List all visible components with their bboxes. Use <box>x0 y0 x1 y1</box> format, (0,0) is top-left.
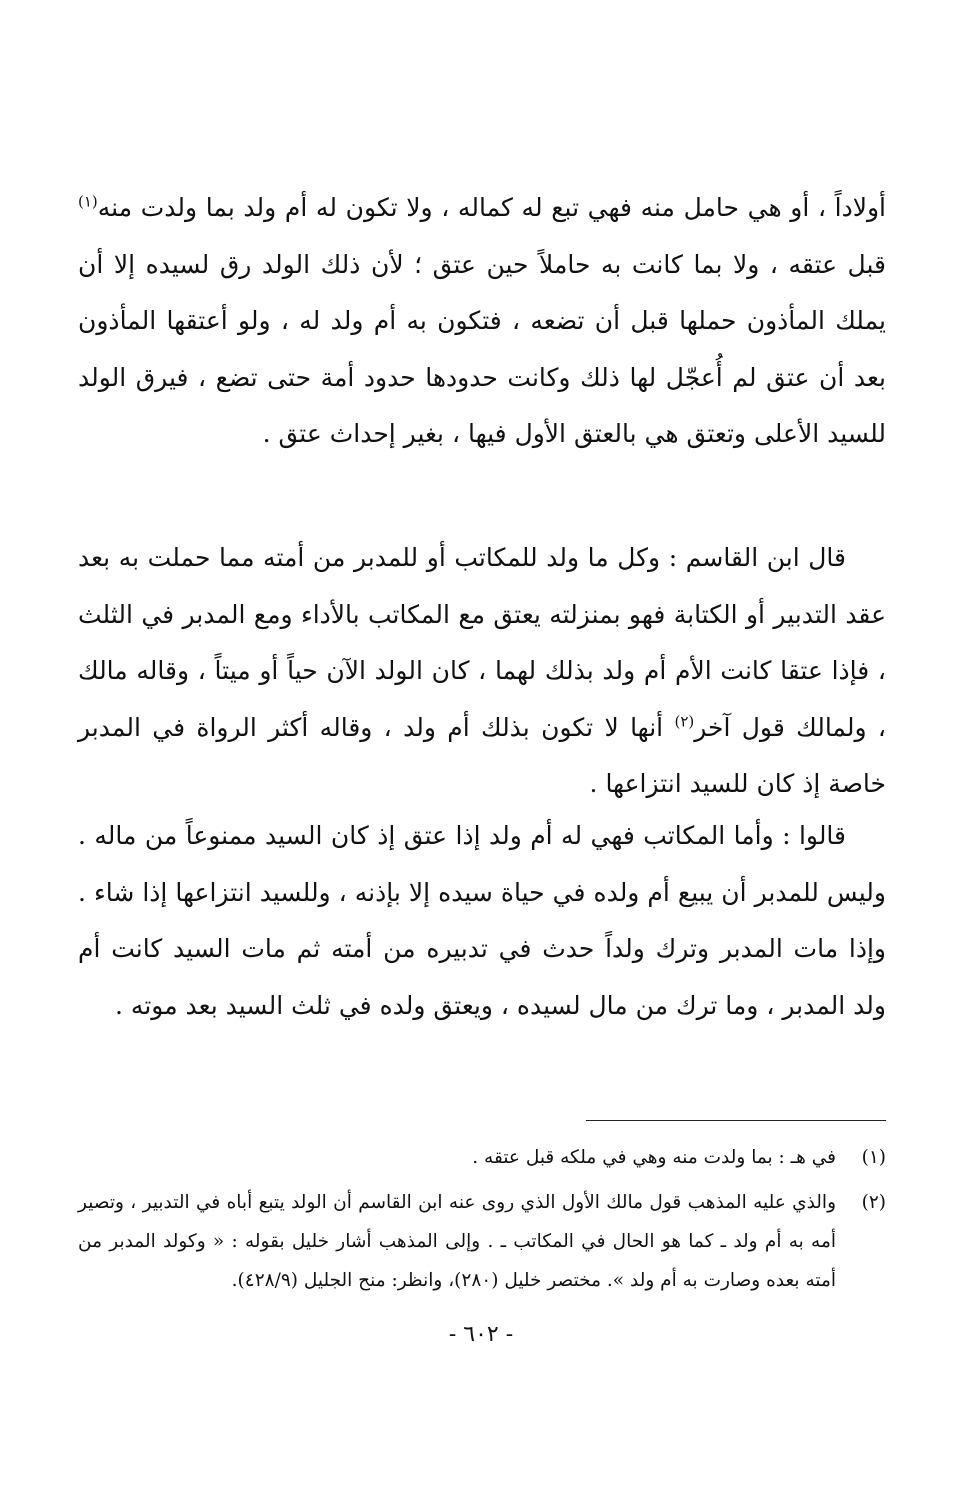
footnote-1 <box>78 1138 886 1177</box>
paragraph-3-text: قالوا : وأما المكاتب فهي له أم ولد إذا عتق إذ كان السيد ممنوعاً من ماله . وليس للمدبر أن يبيع أم ولده في حياة سيده إلا بإذنه ، وللسيد انتزاعها إذا شاء . وإذا مات المدبر وترك ولداً حدث في تدبيره من أمته ثم مات السيد كانت أم ولد المدبر ، وما ترك من مال لسيده ، ويعتق ولده في ثلث السيد بعد موته . <box>78 821 886 1020</box>
paragraph-1-text-b: قبل عتقه ، ولا بما كانت به حاملاً حين عتق ؛ لأن ذلك الولد رق لسيده إلا أن يملك المأذون حملها قبل أن تضعه ، فتكون به أم ولد له ، ولو أعتقها المأذون بعد أن عتق لم أُعجّل لها ذلك وكانت حدودها حدود أمة حتى تضع ، فيرق الولد للسيد الأعلى وتعتق هي بالعتق الأول فيها ، بغير إحداث عتق . <box>78 249 886 448</box>
paragraph-2-text-b: أنها لا تكون بذلك أم ولد ، وقاله أكثر الرواة في المدبر خاصة إذ كان للسيد انتزاعها . <box>78 712 886 798</box>
paragraph-1-text-a: أولاداً ، أو هي حامل منه فهي تبع له كماله ، ولا تكون له أم ولد بما ولدت منه <box>97 193 887 222</box>
footnotes <box>78 1138 886 1300</box>
paragraph-1 <box>78 180 886 463</box>
footnote-2-text: والذي عليه المذهب قول مالك الأول الذي روى عنه ابن القاسم أن الولد يتبع أباه في التدبير ، وتصير أمه به أم ولد ـ كما هو الحال في المكاتب ـ . وإلى المذهب أشار خليل بقوله : « وكولد المدبر من أمته بعده وصارت به أم ولد ». مختصر خليل (٢٨٠)، وانظر: منح الجليل (٤٢٨/٩). <box>78 1192 836 1291</box>
footnote-separator <box>586 1120 886 1121</box>
page-number: - ٦٠٢ - <box>448 1322 514 1347</box>
paragraph-2-text-a: قال ابن القاسم : وكل ما ولد للمكاتب أو للمدبر من أمته مما حملت به بعد عقد التدبير أو الكتابة فهو بمنزلته يعتق مع المكاتب بالأداء ومع المدبر في الثلث ، فإذا عتقا كانت الأم أم ولد بذلك لهما ، كان الولد الآن حياً أو ميتاً ، وقاله مالك ، ولمالك قول آخر <box>78 543 886 742</box>
footnote-1-number: (١) <box>861 1147 886 1168</box>
footnote-ref-2: (٢) <box>674 712 695 731</box>
footnote-1-text: في هـ : بما ولدت منه وهي في ملكه قبل عتقه . <box>472 1147 836 1168</box>
paragraph-2 <box>78 530 886 813</box>
footnote-2 <box>78 1183 886 1300</box>
paragraph-3 <box>78 808 886 1034</box>
footnote-ref-1: (١) <box>78 192 98 211</box>
page-body <box>78 180 886 1380</box>
footnote-2-number: (٢) <box>861 1192 886 1213</box>
